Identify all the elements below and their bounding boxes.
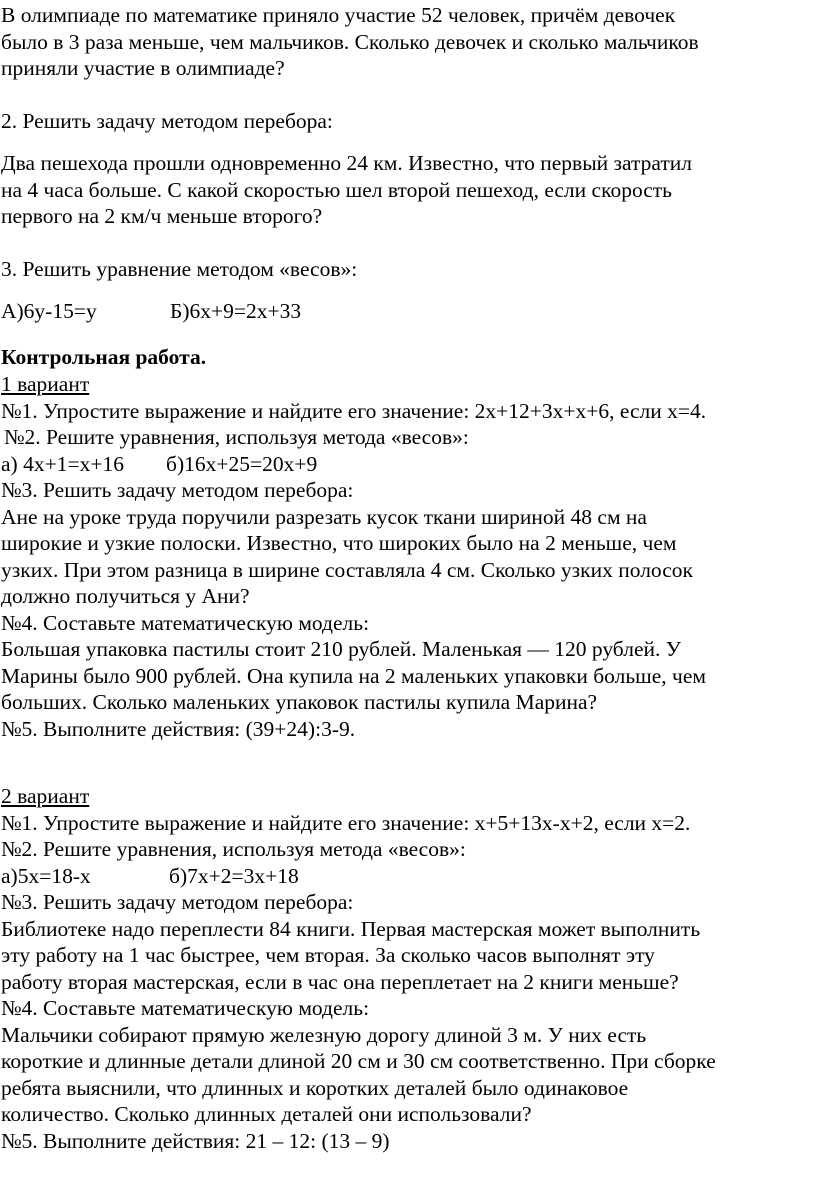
variant2-label: 2 вариант (1, 784, 90, 808)
variant2-line: №1. Упростите выражение и найдите его значение: х+5+13х-х+2, если х=2. (1, 810, 691, 835)
variant2-block (1, 783, 813, 1154)
intro-line: было в 3 раза меньше, чем мальчиков. Сколько девочек и сколько мальчиков (1, 29, 699, 54)
variant1-line: Большая упаковка пастилы стоит 210 рублей. Маленькая — 120 рублей. У (1, 637, 681, 661)
variant2-line: короткие и длинные детали длиной 20 см и 30 см соответственно. При сборке (1, 1049, 716, 1073)
variant2-line: №5. Выполните действия: 21 – 12: (13 – 9) (1, 1128, 390, 1153)
variant1-line: №1. Упростите выражение и найдите его значение: 2х+12+3х+х+6, если х=4. (1, 398, 707, 423)
variant2-line: №3. Решить задачу методом перебора: (1, 890, 354, 914)
variant2-eq-b: б)7х+2=3х+18 (169, 863, 299, 888)
variant1-line: должно получиться у Ани? (1, 584, 250, 608)
variant2-line: количество. Сколько длинных деталей они использовали? (1, 1102, 532, 1126)
variant1-line: №4. Составьте математическую модель: (1, 610, 370, 635)
intro-problem (1, 2, 813, 82)
equation-b: Б)6х+9=2х+33 (170, 299, 302, 323)
task2-problem (1, 150, 813, 230)
variant2-line: №4. Составьте математическую модель: (1, 996, 370, 1020)
control-title: Контрольная работа. (1, 345, 207, 369)
variant2-line: Мальчики собирают прямую железную дорогу длиной 3 м. У них есть (1, 1022, 647, 1047)
variant1-line: широкие и узкие полоски. Известно, что широких было на 2 меньше, чем (1, 531, 677, 555)
variant1-line: больших. Сколько маленьких упаковок пастилы купила Марина? (1, 690, 598, 714)
variant2-line: эту работу на 1 час быстрее, чем вторая. За сколько часов выполнят эту (1, 943, 655, 967)
task2-line: на 4 часа больше. С какой скоростью шел второй пешеход, если скорость (1, 177, 672, 202)
task3-equations (1, 298, 813, 325)
variant1-line: №3. Решить задачу методом перебора: (1, 478, 354, 502)
variant1-line: узких. При этом разница в ширине составляла 4 см. Сколько узких полосок (1, 557, 693, 582)
variant1-label: 1 вариант (1, 372, 90, 396)
variant2-line: Библиотеке надо переплести 84 книги. Первая мастерская может выполнить (1, 916, 701, 941)
task2-line: первого на 2 км/ч меньше второго? (1, 204, 323, 228)
intro-line: В олимпиаде по математике приняло участие 52 человек, причём девочек (1, 3, 676, 27)
task2-heading: 2. Решить задачу методом перебора: (1, 109, 333, 133)
intro-line: приняли участие в олимпиаде? (1, 56, 285, 80)
variant2-line: №2. Решите уравнения, используя метода «весов»: (1, 837, 466, 861)
task2-line: Два пешехода прошли одновременно 24 км. Известно, что первый затратил (1, 151, 693, 175)
variant1-line: Марины было 900 рублей. Она купила на 2 маленьких упаковки больше, чем (1, 663, 706, 688)
variant2-eq-a: а)5х=18-х (1, 863, 91, 888)
equation-a: А)6у-15=у (1, 299, 97, 323)
variant1-line: Ане на уроке труда поручили разрезать кусок ткани шириной 48 см на (1, 504, 647, 529)
variant1-block (1, 371, 813, 742)
task3-heading: 3. Решить уравнение методом «весов»: (1, 257, 358, 281)
variant1-eq-b: б)16х+25=20х+9 (166, 451, 318, 476)
variant1-line: №2. Решите уравнения, используя метода «весов»: (4, 425, 469, 449)
variant2-line: работу вторая мастерская, если в час она переплетает на 2 книги меньше? (1, 969, 679, 994)
variant2-line: ребята выяснили, что длинных и коротких деталей было одинаковое (1, 1075, 629, 1100)
variant1-line: №5. Выполните действия: (39+24):3-9. (1, 716, 356, 741)
variant1-eq-a: а) 4х+1=х+16 (1, 451, 124, 476)
